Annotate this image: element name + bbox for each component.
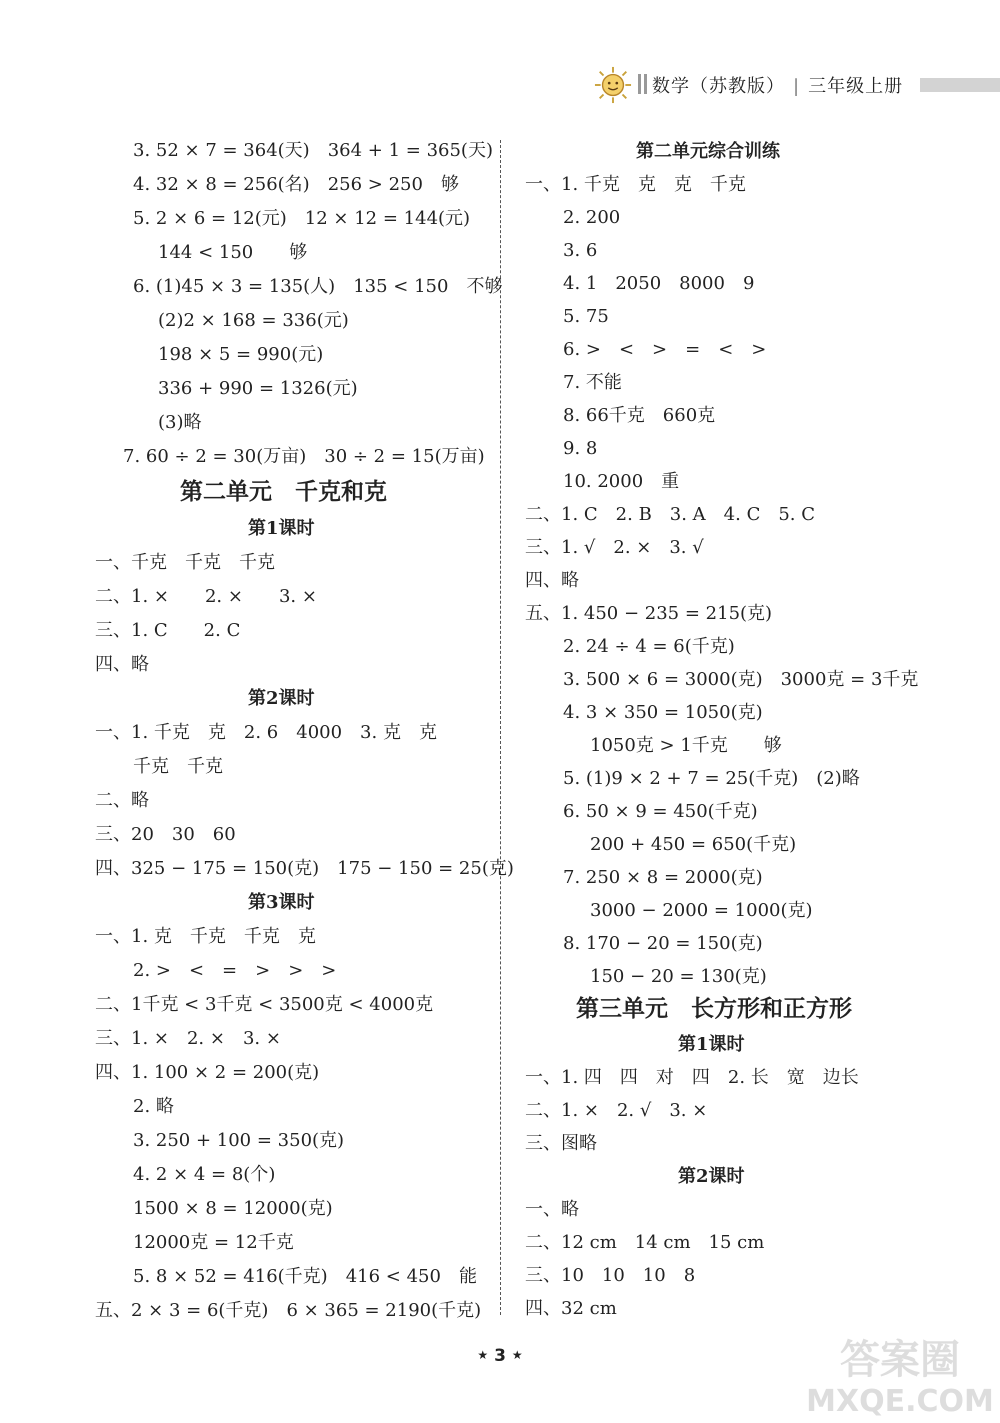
star-icon: ★ [511, 1348, 523, 1362]
star-icon: ★ [477, 1348, 489, 1362]
answer-line: 12000克 = 12千克 [133, 1232, 294, 1253]
answer-line: 3. 500 × 6 = 3000(克) 3000克 = 3千克 [563, 669, 919, 690]
answer-line: 一、1. 四 四 对 四 2. 长 宽 边长 [525, 1067, 859, 1088]
answer-line: 6. (1)45 × 3 = 135(人) 135 < 150 不够 [133, 276, 503, 297]
answer-line: 二、1. × 2. √ 3. × [525, 1100, 708, 1121]
answer-line: 2. > < = > > > [133, 960, 337, 981]
answer-line: 二、1千克 < 3千克 < 3500克 < 4000克 [95, 994, 434, 1015]
answer-line: 三、1. √ 2. × 3. √ [525, 537, 704, 558]
answer-line: 150 − 20 = 130(克) [590, 966, 767, 987]
answer-line: 8. 66千克 660克 [563, 405, 716, 426]
svg-text:MXQE.COM: MXQE.COM [806, 1384, 994, 1419]
answer-line: 四、325 − 175 = 150(克) 175 − 150 = 25(克) [95, 858, 514, 879]
answer-line: 5. 2 × 6 = 12(元) 12 × 12 = 144(元) [133, 208, 471, 229]
answer-line: 一、略 [525, 1199, 579, 1220]
answer-line: 5. (1)9 × 2 + 7 = 25(千克) (2)略 [563, 768, 860, 789]
answer-line: 一、千克 千克 千克 [95, 552, 275, 573]
answer-line: 四、1. 100 × 2 = 200(克) [95, 1062, 320, 1083]
answer-line: 二、12 cm 14 cm 15 cm [525, 1232, 765, 1253]
answer-line: 2. 200 [563, 207, 621, 228]
answer-line: 四、略 [525, 570, 579, 591]
lesson-title: 第2课时 [248, 688, 315, 709]
header-gray-bar [920, 78, 1000, 92]
answer-line: 6. 50 × 9 = 450(千克) [563, 801, 758, 822]
answer-line: 7. 250 × 8 = 2000(克) [563, 867, 763, 888]
answer-line: 一、1. 千克 克 2. 6 4000 3. 克 克 [95, 722, 437, 743]
answer-line: 6. > < > = < > [563, 339, 767, 360]
page-header [590, 62, 1000, 108]
review-title: 第二单元综合训练 [636, 141, 780, 162]
answer-line: 一、1. 千克 克 克 千克 [525, 174, 746, 195]
header-divider [644, 74, 647, 94]
answer-line: 2. 略 [133, 1096, 174, 1117]
lesson-title: 第2课时 [678, 1166, 745, 1187]
answer-line: 7. 不能 [563, 372, 622, 393]
answer-line: 198 × 5 = 990(元) [158, 344, 324, 365]
answer-line: 10. 2000 重 [563, 471, 680, 492]
unit-title: 第二单元 千克和克 [180, 478, 387, 505]
lesson-title: 第3课时 [248, 892, 315, 913]
answer-line: 5. 8 × 52 = 416(千克) 416 < 450 能 [133, 1266, 477, 1287]
watermark-logo [805, 1325, 995, 1420]
page-number: ★ 3 ★ [477, 1346, 523, 1366]
answer-line: 144 < 150 够 [158, 242, 308, 263]
answer-line: 三、20 30 60 [95, 824, 236, 845]
answer-line: 2. 24 ÷ 4 = 6(千克) [563, 636, 735, 657]
answer-line: 四、32 cm [525, 1298, 617, 1319]
answer-line: 9. 8 [563, 438, 598, 459]
sun-icon [594, 66, 632, 104]
answer-line: 三、1. × 2. × 3. × [95, 1028, 281, 1049]
answer-line: 1500 × 8 = 12000(克) [133, 1198, 333, 1219]
answer-line: 4. 32 × 8 = 256(名) 256 > 250 够 [133, 174, 459, 195]
answer-line: 五、2 × 3 = 6(千克) 6 × 365 = 2190(千克) [95, 1300, 482, 1321]
answer-line: 8. 170 − 20 = 150(克) [563, 933, 763, 954]
answer-line: 二、1. C 2. B 3. A 4. C 5. C [525, 504, 816, 525]
answer-line: 4. 1 2050 8000 9 [563, 273, 755, 294]
answer-line: 千克 千克 [133, 756, 223, 777]
header-title: 数学（苏教版） | 三年级上册 [652, 76, 904, 97]
answer-line: 4. 3 × 350 = 1050(克) [563, 702, 763, 723]
header-divider [638, 74, 641, 94]
answer-line: 四、略 [95, 654, 149, 675]
answer-line: 五、1. 450 − 235 = 215(克) [525, 603, 773, 624]
column-divider [500, 140, 501, 1315]
answer-line: 5. 75 [563, 306, 609, 327]
answer-line: 336 + 990 = 1326(元) [158, 378, 358, 399]
answer-line: 一、1. 克 千克 千克 克 [95, 926, 316, 947]
answer-line: 1050克 > 1千克 够 [590, 735, 782, 756]
answer-line: 3. 52 × 7 = 364(天) 364 + 1 = 365(天) [133, 140, 493, 161]
answer-line: 二、略 [95, 790, 149, 811]
answer-line: 3000 − 2000 = 1000(克) [590, 900, 813, 921]
answer-line: 7. 60 ÷ 2 = 30(万亩) 30 ÷ 2 = 15(万亩) [123, 446, 485, 467]
lesson-title: 第1课时 [678, 1034, 745, 1055]
answer-line: 二、1. × 2. × 3. × [95, 586, 317, 607]
answer-line: 三、图略 [525, 1133, 597, 1154]
answer-line: (2)2 × 168 = 336(元) [158, 310, 349, 331]
answer-line: 3. 250 + 100 = 350(克) [133, 1130, 345, 1151]
answer-line: 4. 2 × 4 = 8(个) [133, 1164, 276, 1185]
answer-line: 3. 6 [563, 240, 598, 261]
answer-line: 三、10 10 10 8 [525, 1265, 696, 1286]
answer-line: 200 + 450 = 650(千克) [590, 834, 797, 855]
answer-line: (3)略 [158, 412, 202, 433]
unit-title: 第三单元 长方形和正方形 [576, 995, 852, 1022]
lesson-title: 第1课时 [248, 518, 315, 539]
svg-text:答案圈: 答案圈 [840, 1337, 960, 1383]
answer-line: 三、1. C 2. C [95, 620, 241, 641]
